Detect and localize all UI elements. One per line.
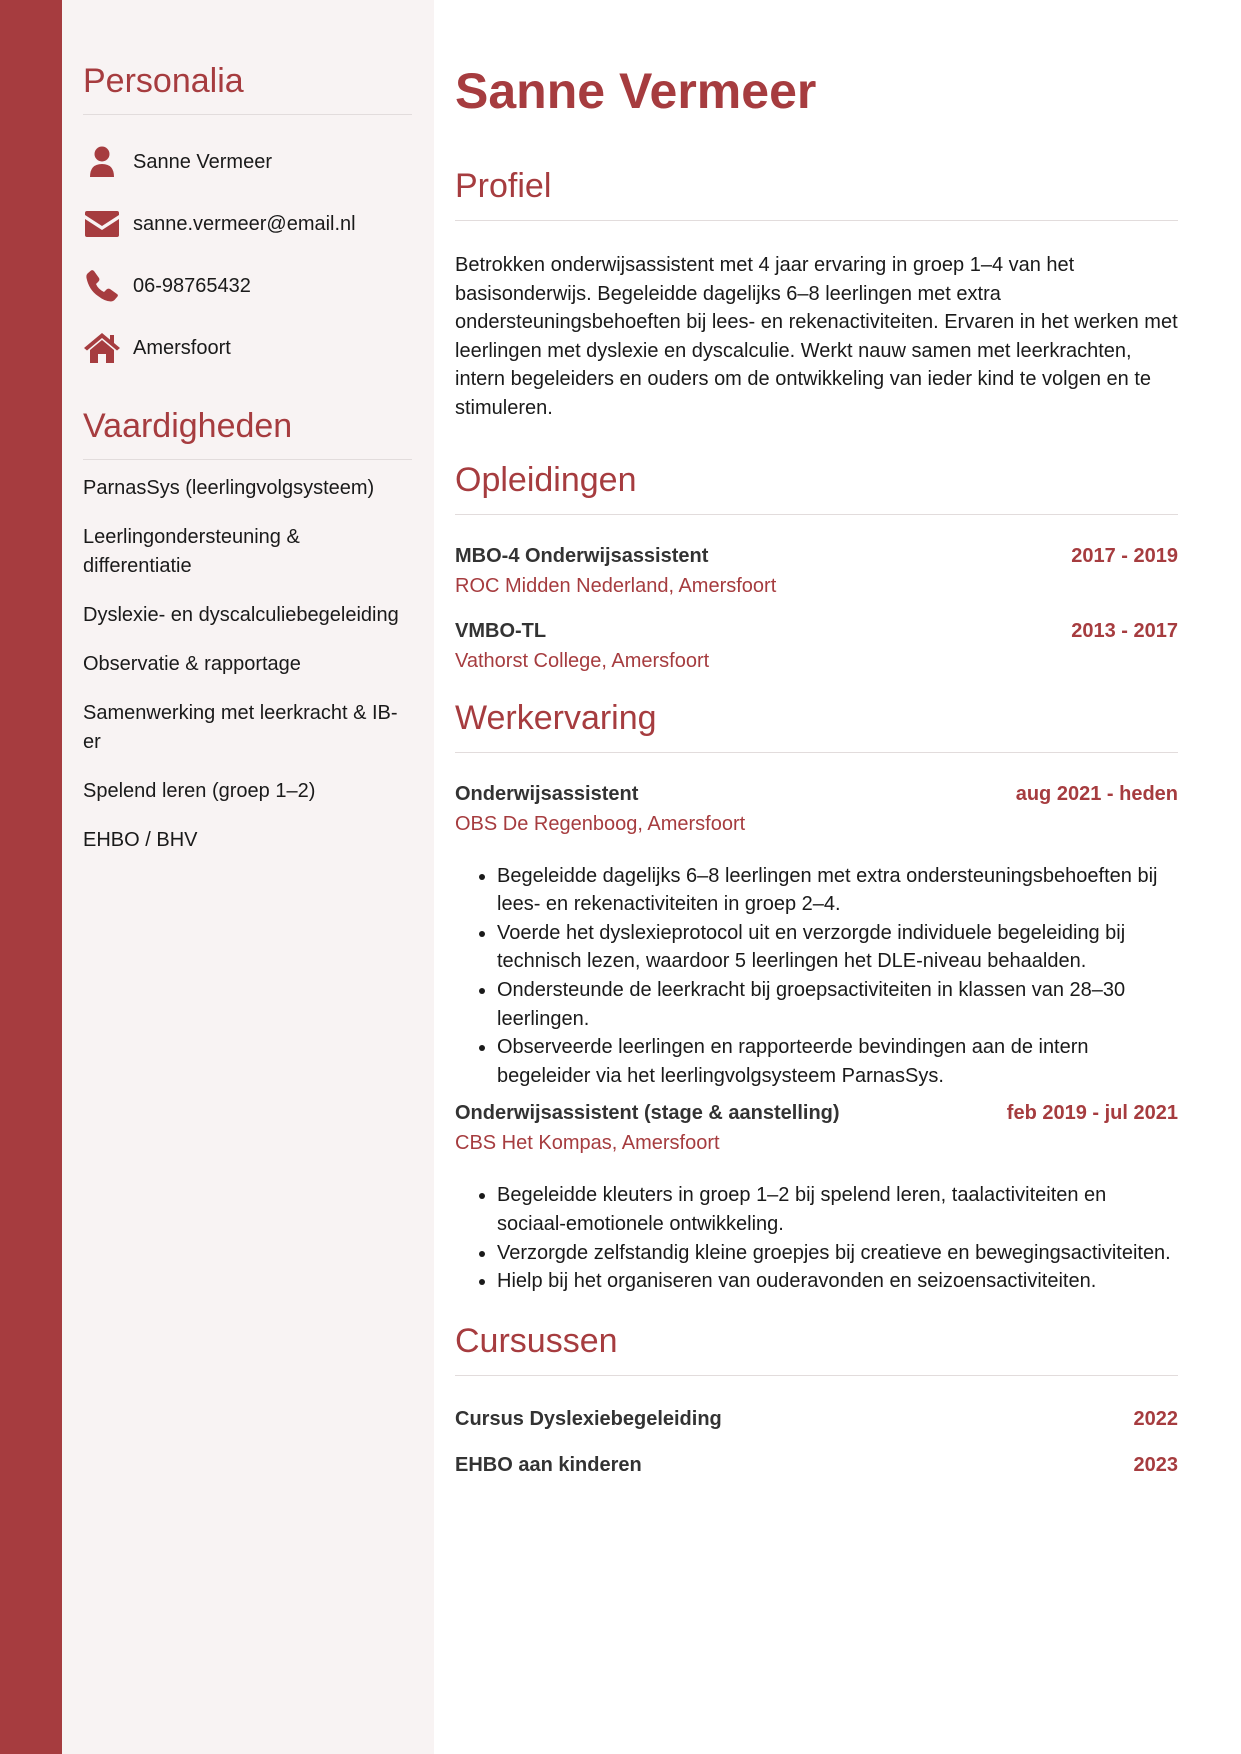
- skill-item: Spelend leren (groep 1–2): [83, 780, 316, 802]
- job-date: feb 2019 - jul 2021: [1006, 1102, 1178, 1125]
- course-row: [455, 1454, 1178, 1477]
- contact-location-text: Amersfoort: [133, 336, 231, 359]
- job-bullet: • Ondersteunde de leerkracht bij groepsactiviteiten in klassen van 28–30 leerlingen.: [497, 976, 1178, 1033]
- phone-icon: [83, 267, 121, 305]
- contact-phone-text: 06-98765432: [133, 274, 251, 297]
- person-icon: [83, 143, 121, 181]
- contact-location: [83, 317, 412, 379]
- contact-email: [83, 193, 412, 255]
- job-bullet: • Begeleidde kleuters in groep 1–2 bij spelend leren, taalactiviteiten en sociaal-emotionele ontwikkeling.: [497, 1181, 1178, 1238]
- skill-item: Leerlingondersteuning & differentiatie: [83, 526, 300, 577]
- course-year: 2023: [1133, 1453, 1178, 1476]
- job-employer: CBS Het Kompas, Amersfoort: [455, 1132, 720, 1155]
- education-entry: [455, 545, 1178, 598]
- education-date: 2017 - 2019: [1071, 544, 1178, 567]
- work-entry: [455, 783, 1178, 1091]
- contact-name-text: Sanne Vermeer: [133, 150, 272, 173]
- job-date: aug 2021 - heden: [1015, 782, 1178, 805]
- candidate-name: Sanne Vermeer: [455, 63, 817, 119]
- skill-item: Samenwerking met leerkracht & IB-er: [83, 702, 398, 753]
- skill-list: [83, 474, 412, 855]
- profile-heading: Profiel: [455, 167, 1178, 221]
- course-name: EHBO aan kinderen: [455, 1453, 642, 1476]
- skill-item: Dyslexie- en dyscalculiebegeleiding: [83, 604, 399, 626]
- education-entry: [455, 620, 1178, 673]
- education-title: VMBO-TL: [455, 619, 547, 642]
- contact-name: [83, 131, 412, 193]
- work-entry: [455, 1102, 1178, 1295]
- education-title: MBO-4 Onderwijsassistent: [455, 544, 709, 567]
- education-school: Vathorst College, Amersfoort: [455, 649, 710, 672]
- job-bullet: • Observeerde leerlingen en rapporteerde bevindingen aan de intern begeleider via het leerlingvolgsysteem ParnasSys.: [497, 1033, 1178, 1090]
- skill-item: ParnasSys (leerlingvolgsysteem): [83, 477, 375, 499]
- job-bullet: • Hielp bij het organiseren van ouderavonden en seizoensactiviteiten.: [497, 1267, 1178, 1296]
- job-bullet: • Begeleidde dagelijks 6–8 leerlingen met extra ondersteuningsbehoeften bij lees- en rekenactiviteiten in groep 2–4.: [497, 862, 1178, 919]
- job-title: Onderwijsassistent: [455, 782, 639, 805]
- education-school: ROC Midden Nederland, Amersfoort: [455, 574, 777, 597]
- accent-bar: [0, 0, 62, 1754]
- education-date: 2013 - 2017: [1071, 619, 1178, 642]
- sidebar: [62, 0, 434, 1754]
- contact-list: [83, 131, 412, 379]
- education-heading: Opleidingen: [455, 461, 1178, 515]
- work-heading: Werkervaring: [455, 699, 1178, 753]
- course-row: [455, 1408, 1178, 1431]
- contact-email-text: sanne.vermeer@email.nl: [133, 212, 356, 235]
- job-bullets: [455, 1181, 1178, 1295]
- job-bullet: • Verzorgde zelfstandig kleine groepjes bij creatieve en bewegingsactiviteiten.: [497, 1239, 1178, 1268]
- course-name: Cursus Dyslexiebegeleiding: [455, 1407, 722, 1430]
- course-year: 2022: [1133, 1407, 1178, 1430]
- job-bullets: [455, 862, 1178, 1091]
- job-bullet: • Voerde het dyslexieprotocol uit en verzorgde individuele begeleiding bij technisch lezen, waardoor 5 leerlingen het DLE-niveau behaalden.: [497, 919, 1178, 976]
- job-employer: OBS De Regenboog, Amersfoort: [455, 812, 746, 835]
- skill-item: EHBO / BHV: [83, 829, 198, 851]
- skill-item: Observatie & rapportage: [83, 653, 301, 675]
- course-list: [455, 1408, 1178, 1477]
- job-title: Onderwijsassistent (stage & aanstelling): [455, 1102, 840, 1125]
- main-content: [434, 0, 1241, 1754]
- envelope-icon: [83, 205, 121, 243]
- courses-heading: Cursussen: [455, 1322, 1178, 1376]
- personal-heading: Personalia: [83, 62, 412, 115]
- skills-heading: Vaardigheden: [83, 407, 412, 460]
- home-icon: [83, 329, 121, 367]
- contact-phone: [83, 255, 412, 317]
- profile-text: Betrokken onderwijsassistent met 4 jaar ervaring in groep 1–4 van het basisonderwijs. Begeleidde dagelijks 6–8 leerlingen met extra ondersteuningsbehoeften bij lees- en rekenactiviteiten. Ervaren in het werken met leerlingen met dyslexie en dyscalculie. Werkt nauw samen met leerkrachten, intern begeleiders en ouders om de ontwikkeling van ieder kind te volgen en te stimuleren.: [455, 254, 1178, 419]
